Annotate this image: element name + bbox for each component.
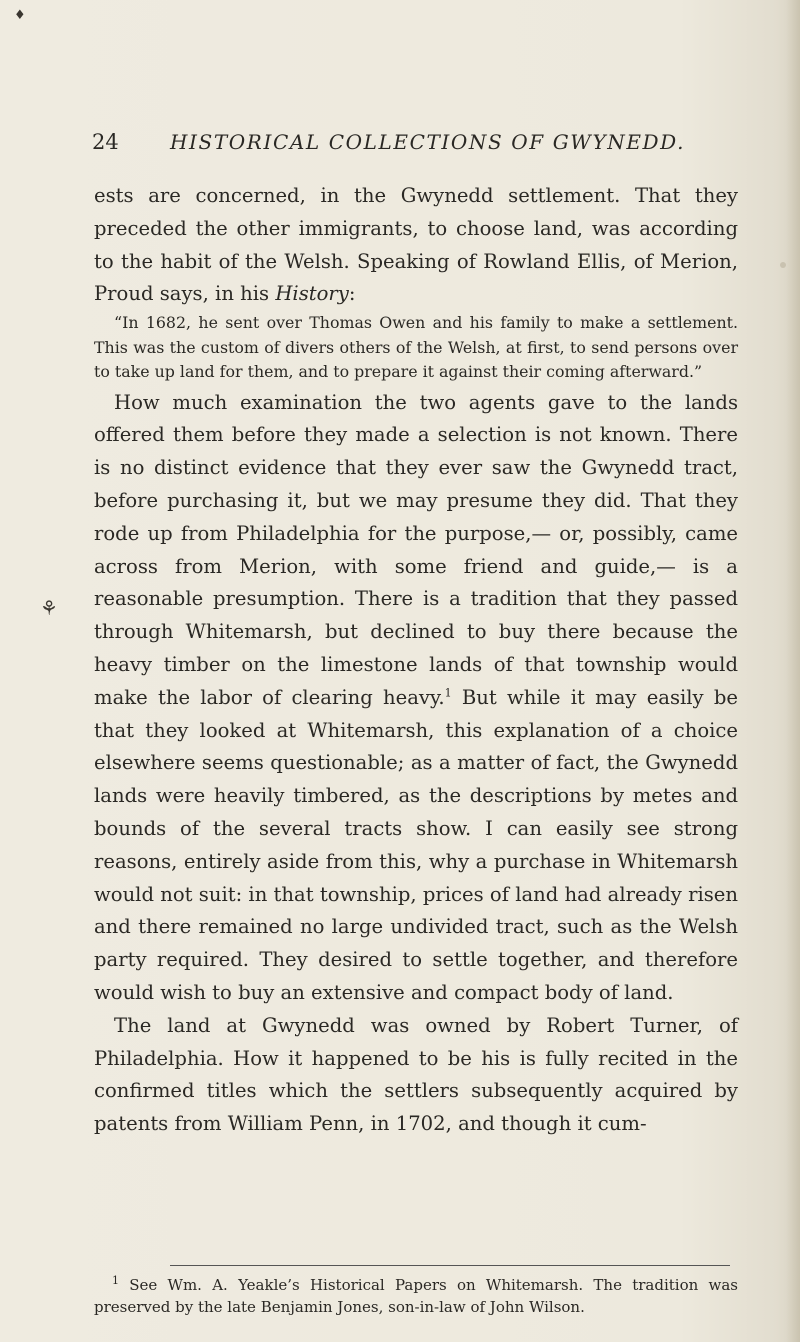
- footnote-number: 1: [112, 1274, 119, 1287]
- footnote: [94, 1274, 738, 1318]
- paragraph-2-text-a: How much examination the two agents gave to the lands offered them before they made a selection is not known. There is no distinct evidence that they ever saw the Gwynedd tract, before purchasing it, but we may presume they did. That they rode up from Philadelphia for the purpose,— or, possibly, came across from Merion, with some friend and guide,— is a reasonable presumption. There is a tradition that they passed through Whitemarsh, but declined to buy there because the heavy timber on the limestone lands of that township would make the labor of clearing heavy.: [94, 390, 738, 709]
- footnote-reference[interactable]: 1: [444, 686, 452, 700]
- margin-mark-top: ♦: [14, 8, 26, 23]
- page-number: 24: [92, 130, 119, 154]
- running-title: HISTORICAL COLLECTIONS OF GWYNEDD.: [170, 130, 686, 154]
- page-edge-shadow: [786, 0, 800, 1342]
- paragraph-1-text: ests are concerned, in the Gwynedd settlement. That they preceded the other immigrants, to choose land, was according to the habit of the Welsh. Speaking of Rowland Ellis, of Merion, Proud says, in his: [94, 184, 738, 306]
- paragraph-3: The land at Gwynedd was owned by Robert Turner, of Philadelphia. How it happened to be his is fully recited in the confirmed titles which the settlers subsequently acquired by patents from William Penn, in 1702, and though it cum-: [94, 1013, 738, 1136]
- paper-speck: [780, 262, 786, 268]
- paragraph-2-text-b: But while it may easily be that they looked at Whitemarsh, this explanation of a choice elsewhere seems questionable; as a matter of fact, the Gwynedd lands were heavily timbered, as the descriptions by metes and bounds of the several tracts show. I can easily see strong reasons, entirely aside from this, why a purchase in Whitemarsh would not suit: in that township, prices of land had already risen and there remained no large undivided tract, such as the Welsh party required. They desired to settle together, and therefore would wish to buy an extensive and compact body of land.: [94, 685, 738, 1005]
- block-quote: “In 1682, he sent over Thomas Owen and his family to make a settlement. This was the custom of divers others of the Welsh, at first, to send persons over to take up land for them, and to prepare it against their coming afterward.”: [94, 313, 738, 382]
- body-text: [94, 180, 738, 1141]
- page-header: [92, 130, 732, 162]
- paragraph-1: [94, 180, 738, 311]
- footnote-rule: [170, 1265, 730, 1266]
- paragraph-2: [94, 387, 738, 1010]
- book-title-history: History: [275, 282, 349, 306]
- paragraph-1-colon: :: [348, 282, 356, 306]
- margin-mark-left: ⚘: [40, 596, 58, 620]
- footnote-text: See Wm. A. Yeakle’s Historical Papers on Whitemarsh. The tradition was preserved by the late Benjamin Jones, son-in-law of John Wilson.: [94, 1276, 738, 1316]
